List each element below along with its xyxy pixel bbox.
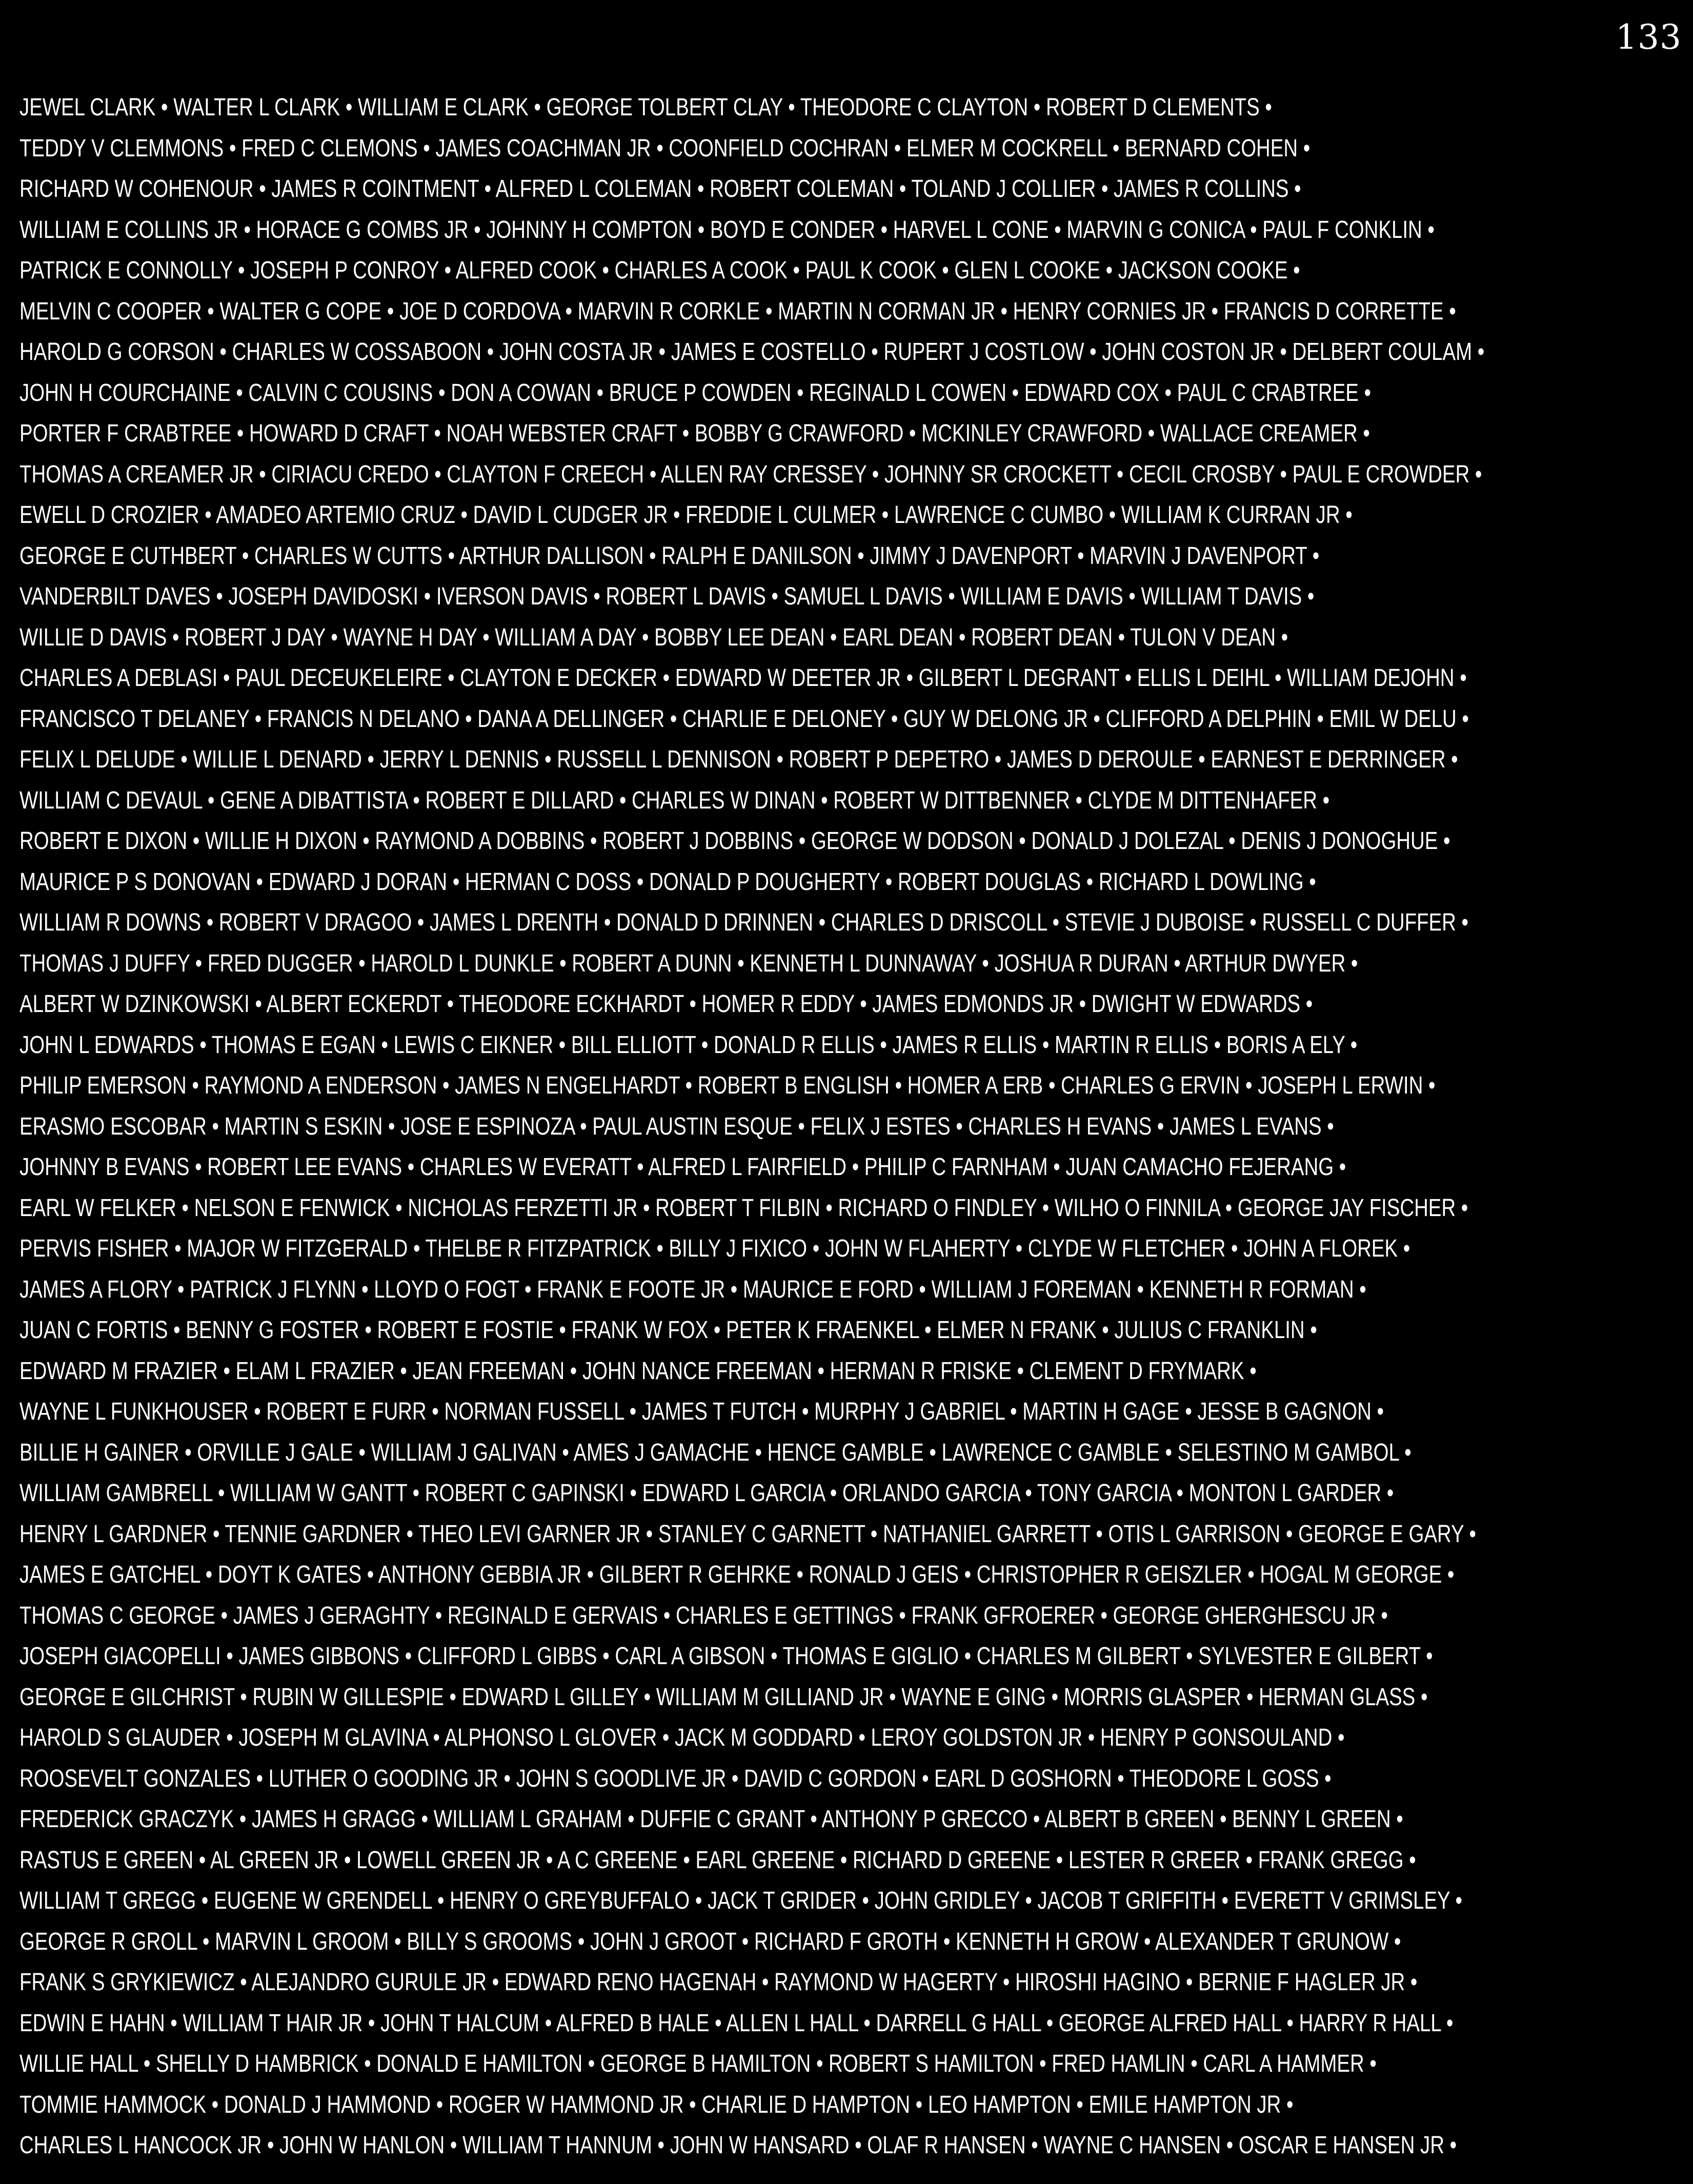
name-line: GEORGE E GILCHRIST • RUBIN W GILLESPIE • EDWARD L GILLEY • WILLIAM M GILLIAND JR • WAYNE E GING • MORRIS GLASPER • HERMAN GLASS •	[19, 1683, 1428, 1711]
name-line: HENRY L GARDNER • TENNIE GARDNER • THEO LEVI GARNER JR • STANLEY C GARNETT • NATHANIEL GARRETT • OTIS L GARRISON • GEORGE E GARY •	[19, 1520, 1476, 1548]
name-line: EDWARD M FRAZIER • ELAM L FRAZIER • JEAN FREEMAN • JOHN NANCE FREEMAN • HERMAN R FRISKE • CLEMENT D FRYMARK •	[19, 1357, 1257, 1385]
name-line: FRANK S GRYKIEWICZ • ALEJANDRO GURULE JR • EDWARD RENO HAGENAH • RAYMOND W HAGERTY • HIROSHI HAGINO • BERNIE F HAGLER JR •	[19, 1969, 1418, 1996]
name-line: HAROLD S GLAUDER • JOSEPH M GLAVINA • ALPHONSO L GLOVER • JACK M GODDARD • LEROY GOLDSTON JR • HENRY P GONSOULAND •	[19, 1724, 1345, 1751]
name-line: ROOSEVELT GONZALES • LUTHER O GOODING JR • JOHN S GOODLIVE JR • DAVID C GORDON • EARL D GOSHORN • THEODORE L GOSS •	[19, 1765, 1332, 1792]
name-line: FRANCISCO T DELANEY • FRANCIS N DELANO • DANA A DELLINGER • CHARLIE E DELONEY • GUY W DELONG JR • CLIFFORD A DELPHIN • EMIL W DELU •	[19, 705, 1469, 733]
name-line: PHILIP EMERSON • RAYMOND A ENDERSON • JAMES N ENGELHARDT • ROBERT B ENGLISH • HOMER A ERB • CHARLES G ERVIN • JOSEPH L ERWIN •	[19, 1072, 1436, 1099]
name-line: ERASMO ESCOBAR • MARTIN S ESKIN • JOSE E ESPINOZA • PAUL AUSTIN ESQUE • FELIX J ESTES • CHARLES H EVANS • JAMES L EVANS •	[19, 1113, 1334, 1140]
name-line: WILLIAM E COLLINS JR • HORACE G COMBS JR • JOHNNY H COMPTON • BOYD E CONDER • HARVEL L CONE • MARVIN G CONICA • PAUL F CONKLIN •	[19, 216, 1435, 244]
name-line: PERVIS FISHER • MAJOR W FITZGERALD • THELBE R FITZPATRICK • BILLY J FIXICO • JOHN W FLAHERTY • CLYDE W FLETCHER • JOHN A FLOREK •	[19, 1235, 1410, 1262]
name-line: RICHARD W COHENOUR • JAMES R COINTMENT • ALFRED L COLEMAN • ROBERT COLEMAN • TOLAND J COLLIER • JAMES R COLLINS •	[19, 175, 1301, 203]
name-line: MELVIN C COOPER • WALTER G COPE • JOE D CORDOVA • MARVIN R CORKLE • MARTIN N CORMAN JR • HENRY CORNIES JR • FRANCIS D CORRETTE •	[19, 297, 1456, 325]
name-line: JAMES E GATCHEL • DOYT K GATES • ANTHONY GEBBIA JR • GILBERT R GEHRKE • RONALD J GEIS • CHRISTOPHER R GEISZLER • HOGAL M GEORGE •	[19, 1561, 1455, 1588]
name-line: PORTER F CRABTREE • HOWARD D CRAFT • NOAH WEBSTER CRAFT • BOBBY G CRAWFORD • MCKINLEY CRAWFORD • WALLACE CREAMER •	[19, 420, 1370, 447]
name-line: TOMMIE HAMMOCK • DONALD J HAMMOND • ROGER W HAMMOND JR • CHARLIE D HAMPTON • LEO HAMPTON • EMILE HAMPTON JR •	[19, 2091, 1294, 2118]
name-line: JOHN H COURCHAINE • CALVIN C COUSINS • DON A COWAN • BRUCE P COWDEN • REGINALD L COWEN • EDWARD COX • PAUL C CRABTREE •	[19, 379, 1371, 407]
name-line: RASTUS E GREEN • AL GREEN JR • LOWELL GREEN JR • A C GREENE • EARL GREENE • RICHARD D GREENE • LESTER R GREER • FRANK GREGG •	[19, 1846, 1416, 1874]
name-line: MAURICE P S DONOVAN • EDWARD J DORAN • HERMAN C DOSS • DONALD P DOUGHERTY • ROBERT DOUGLAS • RICHARD L DOWLING •	[19, 868, 1316, 896]
name-line: WILLIAM GAMBRELL • WILLIAM W GANTT • ROBERT C GAPINSKI • EDWARD L GARCIA • ORLANDO GARCIA • TONY GARCIA • MONTON L GARDER •	[19, 1480, 1394, 1507]
name-line: JOHN L EDWARDS • THOMAS E EGAN • LEWIS C EIKNER • BILL ELLIOTT • DONALD R ELLIS • JAMES R ELLIS • MARTIN R ELLIS • BORIS A ELY •	[19, 1031, 1358, 1059]
name-line: EWELL D CROZIER • AMADEO ARTEMIO CRUZ • DAVID L CUDGER JR • FREDDIE L CULMER • LAWRENCE C CUMBO • WILLIAM K CURRAN JR •	[19, 501, 1353, 529]
name-list	[19, 87, 1693, 2166]
name-line: JOHNNY B EVANS • ROBERT LEE EVANS • CHARLES W EVERATT • ALFRED L FAIRFIELD • PHILIP C FARNHAM • JUAN CAMACHO FEJERANG •	[19, 1154, 1346, 1181]
name-line: FREDERICK GRACZYK • JAMES H GRAGG • WILLIAM L GRAHAM • DUFFIE C GRANT • ANTHONY P GRECCO • ALBERT B GREEN • BENNY L GREEN •	[19, 1806, 1403, 1833]
name-line: GEORGE R GROLL • MARVIN L GROOM • BILLY S GROOMS • JOHN J GROOT • RICHARD F GROTH • KENNETH H GROW • ALEXANDER T GRUNOW •	[19, 1928, 1401, 1955]
name-line: PATRICK E CONNOLLY • JOSEPH P CONROY • ALFRED COOK • CHARLES A COOK • PAUL K COOK • GLEN L COOKE • JACKSON COOKE •	[19, 257, 1300, 284]
name-line: THOMAS A CREAMER JR • CIRIACU CREDO • CLAYTON F CREECH • ALLEN RAY CRESSEY • JOHNNY SR CROCKETT • CECIL CROSBY • PAUL E CROWDER •	[19, 460, 1482, 488]
name-line: WILLIE D DAVIS • ROBERT J DAY • WAYNE H DAY • WILLIAM A DAY • BOBBY LEE DEAN • EARL DEAN • ROBERT DEAN • TULON V DEAN •	[19, 623, 1288, 651]
name-line: JAMES A FLORY • PATRICK J FLYNN • LLOYD O FOGT • FRANK E FOOTE JR • MAURICE E FORD • WILLIAM J FOREMAN • KENNETH R FORMAN •	[19, 1276, 1366, 1303]
name-line: WILLIAM T GREGG • EUGENE W GRENDELL • HENRY O GREYBUFFALO • JACK T GRIDER • JOHN GRIDLEY • JACOB T GRIFFITH • EVERETT V GRIMSLEY •	[19, 1887, 1462, 1914]
name-line: GEORGE E CUTHBERT • CHARLES W CUTTS • ARTHUR DALLISON • RALPH E DANILSON • JIMMY J DAVENPORT • MARVIN J DAVENPORT •	[19, 542, 1320, 570]
name-line: ALBERT W DZINKOWSKI • ALBERT ECKERDT • THEODORE ECKHARDT • HOMER R EDDY • JAMES EDMONDS JR • DWIGHT W EDWARDS •	[19, 990, 1313, 1018]
page-number: 133	[1616, 17, 1682, 57]
name-line: JUAN C FORTIS • BENNY G FOSTER • ROBERT E FOSTIE • FRANK W FOX • PETER K FRAENKEL • ELMER N FRANK • JULIUS C FRANKLIN •	[19, 1317, 1317, 1344]
name-line: JEWEL CLARK • WALTER L CLARK • WILLIAM E CLARK • GEORGE TOLBERT CLAY • THEODORE C CLAYTON • ROBERT D CLEMENTS •	[19, 94, 1272, 121]
name-line: WILLIE HALL • SHELLY D HAMBRICK • DONALD E HAMILTON • GEORGE B HAMILTON • ROBERT S HAMILTON • FRED HAMLIN • CARL A HAMMER •	[19, 2050, 1377, 2077]
name-line: TEDDY V CLEMMONS • FRED C CLEMONS • JAMES COACHMAN JR • COONFIELD COCHRAN • ELMER M COCKRELL • BERNARD COHEN •	[19, 134, 1311, 162]
name-line: WILLIAM C DEVAUL • GENE A DIBATTISTA • ROBERT E DILLARD • CHARLES W DINAN • ROBERT W DITTBENNER • CLYDE M DITTENHAFER •	[19, 786, 1330, 814]
name-line: EDWIN E HAHN • WILLIAM T HAIR JR • JOHN T HALCUM • ALFRED B HALE • ALLEN L HALL • DARRELL G HALL • GEORGE ALFRED HALL • HARRY R HALL •	[19, 2009, 1454, 2037]
name-line: WAYNE L FUNKHOUSER • ROBERT E FURR • NORMAN FUSSELL • JAMES T FUTCH • MURPHY J GABRIEL • MARTIN H GAGE • JESSE B GAGNON •	[19, 1398, 1384, 1425]
name-line: CHARLES L HANCOCK JR • JOHN W HANLON • WILLIAM T HANNUM • JOHN W HANSARD • OLAF R HANSEN • WAYNE C HANSEN • OSCAR E HANSEN JR •	[19, 2132, 1457, 2159]
name-line: ROBERT E DIXON • WILLIE H DIXON • RAYMOND A DOBBINS • ROBERT J DOBBINS • GEORGE W DODSON • DONALD J DOLEZAL • DENIS J DONOGHUE •	[19, 827, 1450, 855]
name-line: CHARLES A DEBLASI • PAUL DECEUKELEIRE • CLAYTON E DECKER • EDWARD W DEETER JR • GILBERT L DEGRANT • ELLIS L DEIHL • WILLIAM DEJOHN •	[19, 664, 1467, 692]
name-line: BILLIE H GAINER • ORVILLE J GALE • WILLIAM J GALIVAN • AMES J GAMACHE • HENCE GAMBLE • LAWRENCE C GAMBLE • SELESTINO M GAMBOL •	[19, 1439, 1412, 1466]
name-line: HAROLD G CORSON • CHARLES W COSSABOON • JOHN COSTA JR • JAMES E COSTELLO • RUPERT J COSTLOW • JOHN COSTON JR • DELBERT COULAM •	[19, 338, 1485, 366]
name-line: JOSEPH GIACOPELLI • JAMES GIBBONS • CLIFFORD L GIBBS • CARL A GIBSON • THOMAS E GIGLIO • CHARLES M GILBERT • SYLVESTER E GILBERT •	[19, 1643, 1433, 1670]
name-line: THOMAS J DUFFY • FRED DUGGER • HAROLD L DUNKLE • ROBERT A DUNN • KENNETH L DUNNAWAY • JOSHUA R DURAN • ARTHUR DWYER •	[19, 949, 1358, 977]
name-line: VANDERBILT DAVES • JOSEPH DAVIDOSKI • IVERSON DAVIS • ROBERT L DAVIS • SAMUEL L DAVIS • WILLIAM E DAVIS • WILLIAM T DAVIS •	[19, 583, 1315, 610]
name-line: EARL W FELKER • NELSON E FENWICK • NICHOLAS FERZETTI JR • ROBERT T FILBIN • RICHARD O FINDLEY • WILHO O FINNILA • GEORGE JAY FISCHER •	[19, 1194, 1468, 1222]
name-line: WILLIAM R DOWNS • ROBERT V DRAGOO • JAMES L DRENTH • DONALD D DRINNEN • CHARLES D DRISCOLL • STEVIE J DUBOISE • RUSSELL C DUFFER •	[19, 909, 1468, 936]
name-line: FELIX L DELUDE • WILLIE L DENARD • JERRY L DENNIS • RUSSELL L DENNISON • ROBERT P DEPETRO • JAMES D DEROULE • EARNEST E DERRINGER •	[19, 746, 1458, 773]
name-line: THOMAS C GEORGE • JAMES J GERAGHTY • REGINALD E GERVAIS • CHARLES E GETTINGS • FRANK GFROERER • GEORGE GHERGHESCU JR •	[19, 1602, 1388, 1629]
